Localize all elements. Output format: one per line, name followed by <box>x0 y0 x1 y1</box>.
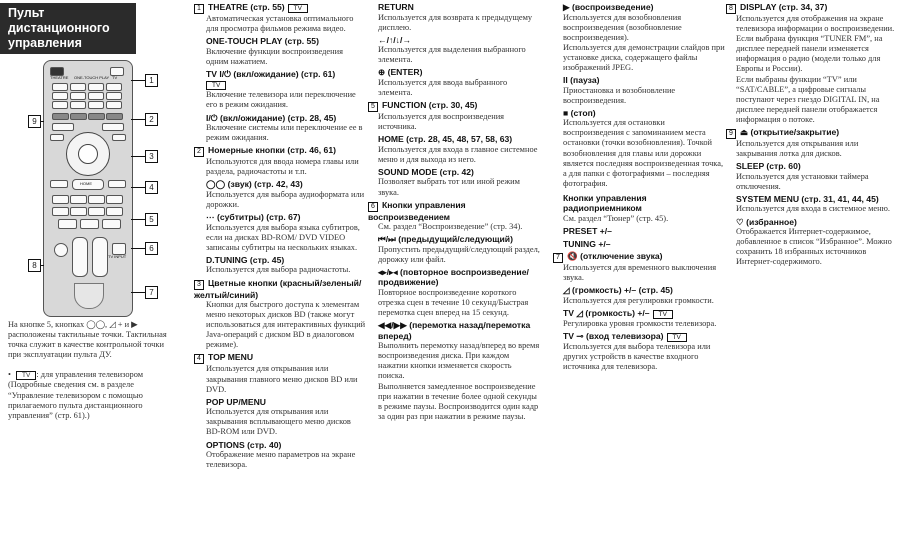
callout-3-line <box>131 156 145 157</box>
callout-4-line <box>131 187 145 188</box>
section-number: 3 <box>194 280 204 290</box>
callout-2-line <box>131 119 145 120</box>
number-button-illustration <box>88 101 104 109</box>
subtitle-text: Используется для выбора языка субтитров, если на дисках BD-ROM/ DVD VIDEO записаны субтитры на нескольких языках. <box>206 222 360 252</box>
remote-label-tv-input: TV INPUT <box>108 254 127 259</box>
tv-note-text: : для управления телевизором (Подробные сведения см. в разделе “Управление телевизором с помощью прилагаемого пульта дистанционного управления” (стр. 61).) <box>8 370 144 420</box>
tv-tag: TV <box>288 4 308 13</box>
section-6-text: См. раздел “Воспроизведение” (стр. 34). <box>378 222 523 232</box>
section-2-heading: 2 Номерные кнопки (стр. 46, 61) <box>194 145 366 157</box>
callout-7: 7 <box>145 286 158 299</box>
callout-6-line <box>131 248 145 249</box>
transport-button-illustration <box>70 207 87 216</box>
section-number: 2 <box>194 147 204 157</box>
section-number: 5 <box>368 102 378 112</box>
column-5 <box>726 0 900 547</box>
section-number: 1 <box>194 4 204 14</box>
section-5-text: Используется для воспроизведения источника. <box>378 112 505 132</box>
section-number: 7 <box>553 253 563 263</box>
enter-button-illustration <box>78 144 98 164</box>
intro-column <box>0 0 178 547</box>
number-button-illustration <box>70 101 86 109</box>
callout-6: 6 <box>145 242 158 255</box>
transport-button-illustration <box>52 195 69 204</box>
remote-label-home: HOME <box>80 181 92 186</box>
sound-mode-text: Позволяет выбрать тот или иной режим звука. <box>378 177 520 197</box>
section-4 <box>194 352 366 470</box>
section-8-text-2: Если выбрана функция “TUNER FM”, на дисплее передней панели изменяется информация о радио (модели только для Европы и России). <box>736 34 883 74</box>
section-4-heading: 4 TOP MENU <box>194 352 366 364</box>
section-9-heading: 9 ⏏ (открытие/закрытие) <box>726 127 900 139</box>
tv-input-heading: TV ⊸ (вход телевизора) TV <box>563 331 725 342</box>
tv-volume-rocker-illustration <box>92 237 108 277</box>
tv-volume-heading: TV ◿ (громкость) +/– TV <box>563 308 725 319</box>
sleep-text: Используется для установки таймера отключения. <box>736 171 869 191</box>
section-3-heading: 3 Цветные кнопки (красный/зеленый/ желтый/синий) <box>194 277 362 300</box>
return-text: Используется для возврата к предыдущему дисплею. <box>378 12 533 32</box>
callout-3: 3 <box>145 150 158 163</box>
popup-menu-heading: POP UP/MENU <box>206 396 267 407</box>
color-button-illustration <box>70 113 87 120</box>
section-1 <box>194 2 366 143</box>
section-8-heading: 8 DISPLAY (стр. 34, 37) <box>726 2 900 14</box>
tv-button-note <box>8 370 170 420</box>
pause-text: Приостановка и возобновление воспроизведения. <box>563 85 676 105</box>
section-1-text: Автоматическая установка оптимального для просмотра фильмов режима видео. <box>206 14 354 34</box>
options-text: Отображение меню параметров на экране телевизора. <box>206 450 356 470</box>
callout-4: 4 <box>145 181 158 194</box>
tuner-text: См. раздел “Тюнер” (стр. 45). <box>563 213 669 223</box>
slow-play-text: Выполняется замедленное воспроизведение при нажатии в течение более одной секунды в режиме паузы. Воспроизводится один кадр за один раз при нажатии в режиме паузы. <box>378 381 539 421</box>
prev-next-heading: ⏮/⏭ (предыдущий/следующий) <box>378 234 513 245</box>
section-9-text: Используется для открывания или закрывания лотка для дисков. <box>736 139 859 159</box>
section-8-text-3: Если выбраны функции “TV” или “SAT/CABLE”, а цифровые сигналы поступают через гнездо DIGITAL IN, на дисплее передней панели отображается информация о потоке. <box>736 74 880 124</box>
number-button-illustration <box>106 83 122 91</box>
column-3 <box>368 0 540 547</box>
number-button-illustration <box>70 83 86 91</box>
play-text-2: Используется для демонстрации слайдов при установке диска, содержащего файлы изображений JPEG. <box>563 42 725 72</box>
column-4 <box>553 0 725 547</box>
options-button-illustration <box>50 134 64 141</box>
callout-9-line <box>40 121 44 122</box>
dtuning-text: Используется для выбора радиочастоты. <box>206 265 351 275</box>
subtitle-heading: ⋯ (субтитры) (стр. 67) <box>206 212 301 223</box>
audio-heading: ◯◯ (звук) (стр. 42, 43) <box>206 179 303 190</box>
section-5-heading: 5 FUNCTION (стр. 30, 45) <box>368 100 540 112</box>
transport-button-illustration <box>106 195 123 204</box>
callout-5-line <box>131 219 145 220</box>
section-4-text: Используется для открывания или закрывания главного меню дисков BD или DVD. <box>206 364 358 394</box>
popup-menu-text: Используется для открывания или закрывания всплывающего меню дисков BD-ROM или DVD. <box>206 407 351 437</box>
section-number: 8 <box>726 4 736 14</box>
tv-tag: TV <box>667 333 687 342</box>
options-heading: OPTIONS (стр. 40) <box>206 439 282 450</box>
transport-button-illustration <box>88 207 105 216</box>
remote-label-one-touch: ONE-TOUCH PLAY <box>74 75 110 80</box>
number-button-illustration <box>70 92 86 100</box>
section-1-heading: 1 THEATRE (стр. 55) TV <box>194 2 366 14</box>
play-heading: ▶ (воспроизведение) <box>563 2 654 12</box>
section-number: 6 <box>368 202 378 212</box>
dtuning-heading: D.TUNING (стр. 45) <box>206 254 285 265</box>
stop-text: Используется для остановки воспроизведения с запоминанием места остановки (точки возобновления). Точкой возобновления для главы или дорожки является последняя воспроизведенная точка, а для папки с фотографиями – последняя фотография. <box>563 118 724 188</box>
sleep-heading: SLEEP (стр. 60) <box>736 161 801 172</box>
rewind-forward-text: Выполнить перемотку назад/вперед во время воспроизведения диска. При каждом нажатии кнопки изменяется скорость поиска. <box>378 341 540 381</box>
return-button-illustration <box>112 134 126 141</box>
popup-menu-button-illustration <box>102 123 124 131</box>
tuning-heading: TUNING +/– <box>563 238 611 249</box>
favorites-text: Отображается Интернет-содержимое, добавленное в список “Избранное”. Можно сохранить 18 избранных источников Интернет-содержимого. <box>736 227 892 267</box>
callout-1: 1 <box>145 74 158 87</box>
tactile-dot-note: На кнопке 5, кнопках ◯◯, ◿ + и ▶ расположены тактильные точки. Тактильная точка служит в качестве контрольной точки при эксплуатации пульта ДУ. <box>8 320 167 360</box>
color-button-illustration <box>106 113 123 120</box>
section-number: 4 <box>194 354 204 364</box>
audio-text: Используется для выбора аудиоформата или дорожки. <box>206 189 365 210</box>
enter-heading: ⊕ (ENTER) <box>378 67 423 78</box>
tuner-heading: Кнопки управления радиоприемником <box>563 192 647 214</box>
volume-rocker-illustration <box>72 237 88 277</box>
tv-input-text: Используется для выбора телевизора или других устройств в качестве входного источника для телевизора. <box>563 341 711 372</box>
number-button-illustration <box>52 101 68 109</box>
callout-8: 8 <box>28 259 41 272</box>
stop-heading: ■ (стоп) <box>563 107 596 118</box>
number-button-illustration <box>52 92 68 100</box>
transport-button-illustration <box>88 195 105 204</box>
bullet: • <box>8 370 14 380</box>
function-button-illustration <box>50 180 68 188</box>
sound-mode-heading: SOUND MODE (стр. 42) <box>378 166 474 177</box>
section-3-text: Кнопки для быстрого доступа к элементам меню некоторых дисков BD (также могут использоваться для интерактивных функций Java-операций с диском BD в диалоговом режиме). <box>206 300 366 350</box>
remote-control-illustration <box>43 60 133 317</box>
callout-1-line <box>131 80 145 81</box>
pause-heading: II (пауза) <box>563 75 600 86</box>
callout-2: 2 <box>145 113 158 126</box>
section-8-text: Используется для отображения на экране телевизора информации о воспроизведении. <box>736 14 895 34</box>
preset-heading: PRESET +/– <box>563 226 612 236</box>
callout-8-line <box>40 265 44 266</box>
system-menu-text: Используется для входа в системное меню. <box>736 204 890 214</box>
section-3 <box>194 278 366 351</box>
enter-text: Используется для ввода выбранного элемента. <box>378 77 508 97</box>
mute-button-illustration <box>54 243 68 257</box>
one-touch-play-text: Включение функции воспроизведения одним нажатием. <box>206 46 343 66</box>
column-2 <box>194 0 366 547</box>
remote-label-tv: TV <box>112 75 118 80</box>
power-text: Включение системы или переключение ее в режим ожидания. <box>206 123 363 143</box>
remote-label-theatre: THEATRE <box>50 75 69 80</box>
volume-heading: ◿ (громкость) +/– (стр. 45) <box>563 285 673 296</box>
arrows-text: Используется для выделения выбранного элемента. <box>378 45 526 65</box>
sound-mode-button-illustration <box>108 180 126 188</box>
transport-button-illustration <box>70 195 87 204</box>
section-2-text: Используются для ввода номера главы или раздела, радиочастоты и т.п. <box>206 157 359 177</box>
tv-power-text: Включение телевизора или переключение его в режим ожидания. <box>206 90 356 110</box>
prev-next-text: Пропустить предыдущий/следующий раздел, дорожку или файл. <box>378 244 540 264</box>
tv-tag: TV <box>206 81 226 90</box>
number-button-illustration <box>88 92 104 100</box>
transport-button-illustration <box>52 207 69 216</box>
number-button-illustration <box>106 101 122 109</box>
page-title: Пульт дистанционного управления <box>0 3 136 54</box>
rewind-forward-heading: ◀◀/▶▶ (перемотка назад/перемотка вперед) <box>378 320 531 341</box>
volume-text: Используется для регулировки громкости. <box>563 295 714 305</box>
color-button-illustration <box>88 113 105 120</box>
callout-9: 9 <box>28 115 41 128</box>
tv-tag: TV <box>16 371 36 380</box>
section-6-heading: 6 Кнопки управления воспроизведением <box>368 199 466 222</box>
transport-button-illustration <box>58 219 77 229</box>
callout-7-line <box>131 292 145 293</box>
return-heading: RETURN <box>378 2 414 12</box>
replay-advance-text: Повторное воспроизведение короткого отрезка сцен в течение 10 секунд/Быстрая перемотка сцен вперед на 15 секунд. <box>378 287 529 318</box>
home-text: Используется для входа в главное системное меню и для выхода из него. <box>378 144 538 164</box>
power-heading: I/⏻ (вкл/ожидание) (стр. 28, 45) <box>206 112 337 123</box>
top-menu-button-illustration <box>52 123 74 131</box>
remote-tail-illustration <box>74 283 104 309</box>
number-button-illustration <box>88 83 104 91</box>
transport-button-illustration <box>80 219 99 229</box>
play-text: Используется для возобновления воспроизведения (возобновление воспроизведения). <box>563 12 682 42</box>
number-button-illustration <box>106 92 122 100</box>
section-2 <box>194 145 366 275</box>
color-button-illustration <box>52 113 69 120</box>
section-7-heading: 7 🔇 (отключение звука) <box>553 251 725 263</box>
one-touch-play-heading: ONE-TOUCH PLAY (стр. 55) <box>206 36 319 47</box>
transport-button-illustration <box>106 207 123 216</box>
replay-advance-heading: ◂▸/▸◂ (повторное воспроизведение/продвижение) <box>378 266 529 288</box>
number-button-illustration <box>52 83 68 91</box>
arrows-heading: ←/↑/↓/→ <box>378 34 411 45</box>
transport-button-illustration <box>102 219 121 229</box>
section-number: 9 <box>726 129 736 139</box>
tv-power-heading: TV I/⏻ (вкл/ожидание) (стр. 61) TV <box>206 68 336 90</box>
tv-tag: TV <box>653 310 673 319</box>
section-7-text: Используется для временного выключения звука. <box>563 263 717 283</box>
favorites-heading: ♡ (избранное) <box>736 216 797 227</box>
system-menu-heading: SYSTEM MENU (стр. 31, 41, 44, 45) <box>736 193 879 204</box>
tv-volume-text: Регулировка уровня громкости телевизора. <box>563 318 717 328</box>
home-heading: HOME (стр. 28, 45, 48, 57, 58, 63) <box>378 134 513 145</box>
callout-5: 5 <box>145 213 158 226</box>
